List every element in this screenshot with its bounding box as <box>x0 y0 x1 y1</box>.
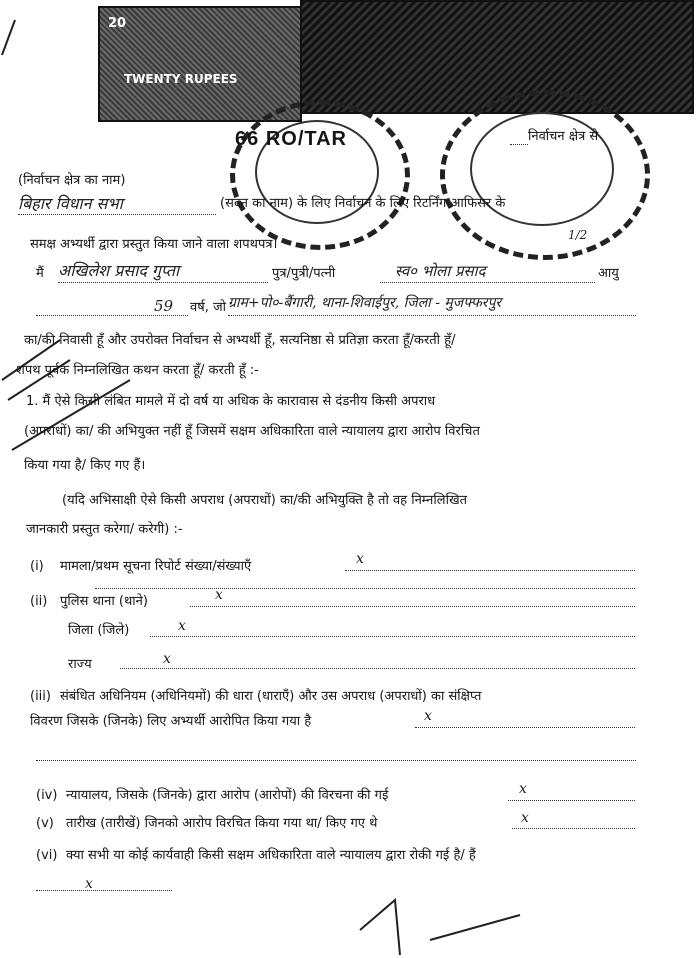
relation-label: पुत्र/पुत्री/पत्नी <box>272 266 336 281</box>
constituency-label: (निर्वाचन क्षेत्र का नाम) <box>18 173 126 188</box>
house-text: (सदन का नाम) के लिए निर्वाचन के लिए रिटर्निंग आफिसर के <box>220 196 506 211</box>
state-dots <box>120 668 635 669</box>
i-label: मैं <box>36 266 44 281</box>
name-dots <box>58 282 268 283</box>
stamp-text: TWENTY RUPEES <box>124 72 238 86</box>
item-i-extra-dots <box>95 588 635 589</box>
seal-number: 66 <box>235 128 260 150</box>
stamp-value: 20 <box>108 16 127 31</box>
clause1-line2: (अपराधों) का/ की अभियुक्त नहीं हूँ जिसमें सक्षम अधिकारिता वाले न्यायालय द्वारा आरोप विरचित <box>24 424 480 439</box>
item-iv-text: न्यायालय, जिसके (जिनके) द्वारा आरोप (आरोपों) की विरचना की गई <box>66 788 389 803</box>
item-i-mark: x <box>356 551 364 567</box>
item-iii-text1: संबंधित अधिनियम (अधिनियमों) की धारा (धाराएँ) और उस अपराध (अपराधों) का संक्षिप्त <box>60 689 482 704</box>
seal-code: RO/TAR <box>265 128 347 150</box>
item-ii-num: (ii) <box>30 594 48 609</box>
age-label: आयु <box>598 266 619 281</box>
item-v-dots <box>512 828 635 829</box>
intro-line: समक्ष अभ्यर्थी द्वारा प्रस्तुत किया जाने वाला शपथपत्र। <box>30 237 278 252</box>
state-mark: x <box>163 651 171 667</box>
item-vi-mark: x <box>85 876 93 892</box>
item-iv-num: (iv) <box>36 788 58 803</box>
item-v <box>36 815 377 833</box>
oath-line: शपथ पूर्वक निम्नलिखित कथन करता हूँ/ करती हूँ :- <box>16 363 259 378</box>
item-i-text: मामला/प्रथम सूचना रिपोर्ट संख्या/संख्याएँ <box>60 559 252 574</box>
age-value: 59 <box>154 297 174 315</box>
item-iv <box>36 787 388 805</box>
item-iv-mark: x <box>519 781 527 797</box>
resident-line: का/की निवासी हूँ और उपरोक्त निर्वाचन से अभ्यर्थी हूँ, सत्यनिष्ठा से प्रतिज्ञा करता हूँ/करती हूँ/ <box>24 333 456 348</box>
item-v-mark: x <box>521 810 529 826</box>
clause1-line3: किया गया है/ किए गए हैं। <box>24 458 146 473</box>
item-vi-num: (vi) <box>36 848 58 863</box>
district-label: जिला (जिले) <box>68 623 130 638</box>
item-iii-line1 <box>30 688 481 706</box>
item-vi-dots <box>36 890 172 891</box>
item-ii-mark: x <box>215 587 223 603</box>
item-iii-line2: विवरण जिसके (जिनके) लिए अभ्यर्थी आरोपित किया गया है <box>30 714 312 729</box>
item-vi <box>36 847 476 865</box>
item-vi-text: क्या सभी या कोई कार्यवाही किसी सक्षम अधिकारिता वाले न्यायालय द्वारा रोकी गई है/ हैं <box>66 848 476 863</box>
address-value: ग्राम+पो०-बैंगारी, थाना-शिवाईपुर, जिला - मुजफ्फरपुर <box>228 295 502 311</box>
year-label: वर्ष, जो <box>190 300 227 315</box>
page-number: 1/2 <box>568 228 588 242</box>
item-iii-mark: x <box>424 708 432 724</box>
address-dots <box>228 315 636 316</box>
father-name: स्व० भोला प्रसाद <box>395 262 486 280</box>
item-i <box>30 558 251 576</box>
state-label: राज्य <box>68 657 92 672</box>
constituency-right-label: निर्वाचन क्षेत्र से <box>528 129 599 144</box>
condition-line2: जानकारी प्रस्तुत करेगा/ करेगी) :- <box>26 522 183 537</box>
item-iii-num: (iii) <box>30 689 51 704</box>
constituency-value: बिहार विधान सभा <box>18 194 123 213</box>
condition-line1: (यदि अभिसाक्षी ऐसे किसी अपराध (अपराधों) का/की अभियुक्ति है तो वह निम्नलिखित <box>62 493 467 508</box>
constituency-dots <box>18 214 216 215</box>
item-ii-text: पुलिस थाना (थाने) <box>60 594 148 609</box>
item-iii-extra-dots <box>36 760 636 761</box>
item-ii <box>30 593 148 611</box>
constituency-right-dots <box>510 144 528 145</box>
item-iv-dots <box>508 800 635 801</box>
item-ii-dots <box>190 606 635 607</box>
item-iii-dots <box>415 727 635 728</box>
district-dots <box>150 636 635 637</box>
age-dots <box>36 315 188 316</box>
item-i-num: (i) <box>30 559 44 574</box>
deponent-name: अखिलेश प्रसाद गुप्ता <box>58 261 180 280</box>
district-mark: x <box>178 618 186 634</box>
item-i-dots <box>345 570 635 571</box>
item-v-text: तारीख (तारीखें) जिनको आरोप विरचित किया गया था/ किए गए थे <box>66 816 378 831</box>
father-dots <box>380 282 595 283</box>
clause1-line1: 1. मैं ऐसे किसी लंबित मामले में दो वर्ष या अधिक के कारावास से दंडनीय किसी अपराध <box>26 394 436 409</box>
item-v-num: (v) <box>36 816 54 831</box>
